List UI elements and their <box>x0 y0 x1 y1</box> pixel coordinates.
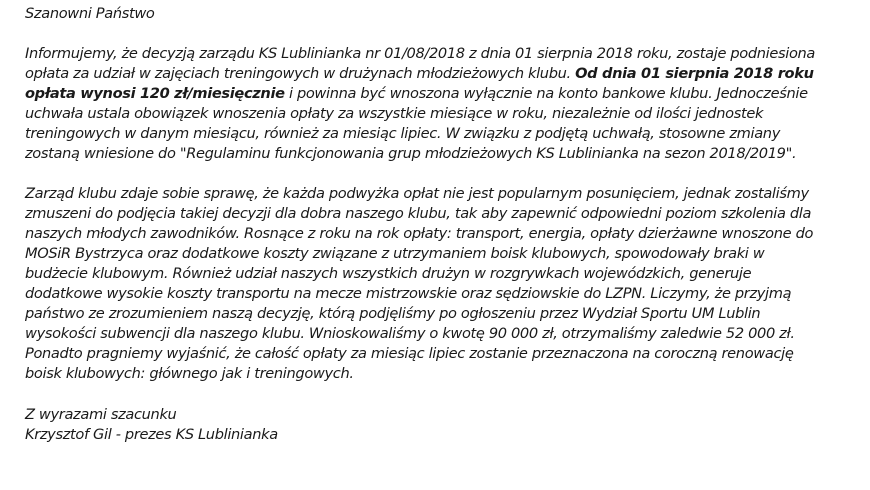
text-run: opłata za udział w zajęciach treningowych w drużynach młodzieżowych klubu. <box>25 65 576 82</box>
paragraph-fee-announcement <box>25 44 846 164</box>
paragraph-justification <box>25 184 846 384</box>
text-line <box>25 64 846 84</box>
bold-effective-date: Od dnia 01 sierpnia 2018 roku <box>575 65 814 82</box>
text-line: MOSiR Bystrzyca oraz dodatkowe koszty związane z utrzymaniem boisk klubowych, spowodowały braki w <box>25 245 765 262</box>
text-line: naszych młodych zawodników. Rosnące z roku na rok opłaty: transport, energia, opłaty dzierżawne wnoszone do <box>25 225 814 242</box>
text-line: uchwała ustala obowiązek wnoszenia opłaty za wszystkie miesiące w roku, niezależnie od ilości jednostek <box>25 105 764 122</box>
text-line: boisk klubowych: głównego jak i treningowych. <box>25 365 354 382</box>
text-line: zostaną wniesione do "Regulaminu funkcjonowania grup młodzieżowych KS Lublinianka na sezon 2018/2019". <box>25 145 797 162</box>
text-line: Zarząd klubu zdaje sobie sprawę, że każda podwyżka opłat nie jest popularnym posunięciem, jednak zostaliśmy <box>25 185 809 202</box>
closing-phrase: Z wyrazami szacunku <box>25 406 177 423</box>
text-line: treningowych w danym miesiącu, również za miesiąc lipiec. W związku z podjętą uchwałą, stosowne zmiany <box>25 125 780 142</box>
text-line: dodatkowe wysokie koszty transportu na mecze mistrzowskie oraz sędziowskie do LZPN. Liczymy, że przyjmą <box>25 285 792 302</box>
signature: Krzysztof Gil - prezes KS Lublinianka <box>25 426 278 443</box>
text-line <box>25 84 846 104</box>
text-line: zmuszeni do podjęcia takiej decyzji dla dobra naszego klubu, tak aby zapewnić odpowiedni poziom szkolenia dla <box>25 205 812 222</box>
text-line: Ponadto pragniemy wyjaśnić, że całość opłaty za miesiąc lipiec zostanie przeznaczona na coroczną renowację <box>25 345 794 362</box>
text-line: Informujemy, że decyzją zarządu KS Lublinianka nr 01/08/2018 z dnia 01 sierpnia 2018 roku, zostaje podniesiona <box>25 45 816 62</box>
text-line: wysokości subwencji dla naszego klubu. Wnioskowaliśmy o kwotę 90 000 zł, otrzymaliśmy zaledwie 52 000 zł. <box>25 325 795 342</box>
bold-fee-amount: opłata wynosi 120 zł/miesięcznie <box>25 85 285 102</box>
greeting: Szanowni Państwo <box>25 5 155 22</box>
text-line: budżecie klubowym. Również udział naszych wszystkich drużyn w rozgrywkach wojewódzkich, generuje <box>25 265 752 282</box>
text-line: państwo ze zrozumieniem naszą decyzję, którą podjęliśmy po ogłoszeniu przez Wydział Sportu UM Lublin <box>25 305 761 322</box>
text-run: i powinna być wnoszona wyłącznie na konto bankowe klubu. Jednocześnie <box>284 85 808 102</box>
closing-block <box>25 405 846 445</box>
